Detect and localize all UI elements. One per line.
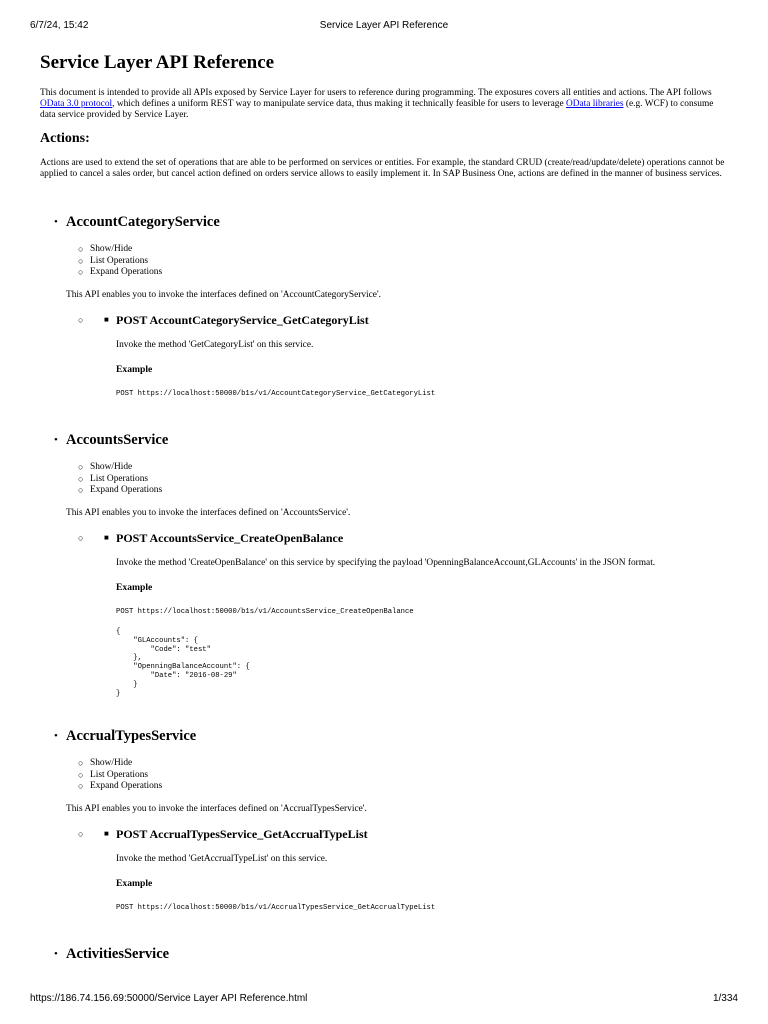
print-url: https://186.74.156.69:50000/Service Layer API Reference.html [30,993,308,1004]
show-hide-link[interactable]: Show/Hide [90,758,133,768]
service-section [40,727,730,927]
circle-bullet-icon: ○ [78,473,84,484]
example-code: POST https://localhost:50000/b1s/v1/AccrualTypesService_GetAccrualTypeList [116,904,436,912]
service-title: AccountsService [66,432,169,448]
example-label: Example [116,878,153,889]
operation-title[interactable]: POST AccountsService_CreateOpenBalance [116,531,344,545]
document-body [40,50,730,180]
service-title: AccountCategoryService [66,214,220,230]
service-description: This API enables you to invoke the interfaces defined on 'AccrualTypesService'. [66,804,367,814]
service-section [40,213,730,413]
print-datetime: 6/7/24, 15:42 [30,20,89,31]
expand-operations-link[interactable]: Expand Operations [90,781,163,791]
intro-text-b: , which defines a uniform REST way to manipulate service data, thus making it technically feasible for users to leverage [112,99,566,109]
circle-bullet-icon: ○ [78,829,84,839]
service-title: AccrualTypesService [66,728,197,744]
intro-text-a: This document is intended to provide all APIs exposed by Service Layer for users to reference during programming. The exposures covers all entities and actions. The API follows [40,88,712,98]
print-header [0,20,768,34]
operation-description: Invoke the method 'CreateOpenBalance' on this service by specifying the payload 'OpenningBalanceAccount,GLAccounts' in the JSON format. [116,558,656,568]
operation-title[interactable]: POST AccountCategoryService_GetCategoryList [116,313,369,327]
circle-bullet-icon: ○ [78,255,84,266]
example-label: Example [116,582,153,593]
square-bullet-icon: ■ [104,829,109,838]
circle-bullet-icon: ○ [78,781,84,791]
operation-description: Invoke the method 'GetAccrualTypeList' on this service. [116,854,328,864]
service-description: This API enables you to invoke the interfaces defined on 'AccountCategoryService'. [66,290,382,300]
circle-bullet-icon: ○ [78,315,84,325]
circle-bullet-icon: ○ [78,244,84,254]
disc-bullet-icon: • [54,730,58,742]
service-section [40,945,730,967]
example-code: POST https://localhost:50000/b1s/v1/AccountCategoryService_GetCategoryList [116,390,436,398]
actions-paragraph: Actions are used to extend the set of operations that are able to be performed on services or entities. For example, the standard CRUD (create/read/update/delete) operations cannot be applied to cancel a sales order, but cancel action defined on orders service allows to easily implement it. In SAP Business One, actions are defined in the manner of business services. [40,158,725,179]
show-hide-link[interactable]: Show/Hide [90,462,133,472]
circle-bullet-icon: ○ [78,485,84,495]
circle-bullet-icon: ○ [78,462,84,472]
circle-bullet-icon: ○ [78,533,84,543]
page-title: Service Layer API Reference [40,52,275,73]
intro-paragraph [40,88,730,121]
service-description: This API enables you to invoke the interfaces defined on 'AccountsService'. [66,508,351,518]
circle-bullet-icon: ○ [78,758,84,768]
intro-text-c: (e.g. WCF) to consume data service provided by Service Layer. [40,99,714,120]
disc-bullet-icon: • [54,948,58,960]
circle-bullet-icon: ○ [78,769,84,780]
print-footer [0,993,768,1007]
expand-operations-link[interactable]: Expand Operations [90,485,163,495]
example-code: POST https://localhost:50000/b1s/v1/AccountsService_CreateOpenBalance [116,608,414,616]
example-label: Example [116,364,153,375]
circle-bullet-icon: ○ [78,267,84,277]
list-operations-link[interactable]: List Operations [90,769,149,780]
operation-description: Invoke the method 'GetCategoryList' on this service. [116,340,314,350]
service-menu [78,462,163,497]
list-operations-link[interactable]: List Operations [90,255,149,266]
service-menu [78,758,163,793]
service-menu [78,244,163,279]
print-title: Service Layer API Reference [319,20,449,31]
operation-title[interactable]: POST AccrualTypesService_GetAccrualTypeList [116,827,368,841]
actions-heading: Actions: [40,131,90,146]
odata-protocol-link[interactable]: OData 3.0 protocol [40,99,113,109]
odata-libraries-link[interactable]: OData libraries [565,99,624,109]
service-title: ActivitiesService [66,946,170,962]
disc-bullet-icon: • [54,434,58,446]
expand-operations-link[interactable]: Expand Operations [90,267,163,277]
square-bullet-icon: ■ [104,315,109,324]
service-section [40,431,730,721]
square-bullet-icon: ■ [104,533,109,542]
show-hide-link[interactable]: Show/Hide [90,244,133,254]
page-number: 1/334 [712,993,738,1004]
example-payload: { "GLAccounts": { "Code": "test" }, "OpenningBalanceAccount": { "Date": "2016-08-29" } } [116,628,250,698]
disc-bullet-icon: • [54,216,58,228]
list-operations-link[interactable]: List Operations [90,473,149,484]
